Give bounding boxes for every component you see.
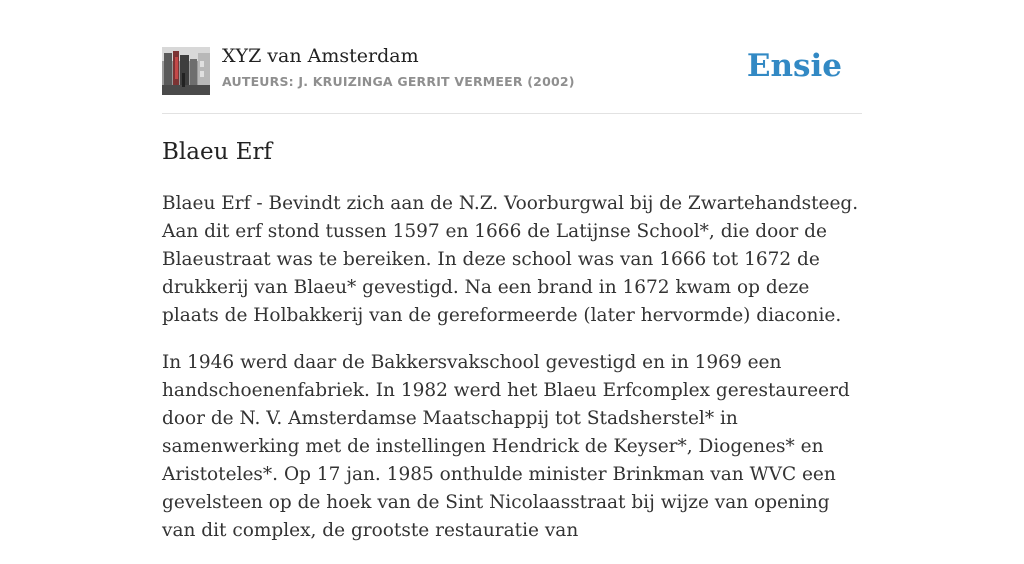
content-column — [162, 0, 862, 541]
entry-body — [162, 190, 866, 564]
source-authors: AUTEURS: J. KRUIZINGA GERRIT VERMEER (2002) — [222, 74, 575, 89]
entry-title: Blaeu Erf — [162, 139, 273, 165]
source-avatar[interactable] — [162, 47, 210, 95]
street-photo-icon — [162, 47, 210, 95]
entry-paragraph: In 1946 werd daar de Bakkersvakschool gevestigd en in 1969 een handschoenenfabriek. In 1982 werd het Blaeu Erfcomplex gerestaureerd door de N. V. Amsterdamse Maatschappij tot Stadsherstel* in samenwerking met de instellingen Hendrick de Keyser*, Diogenes* en Aristoteles*. Op 17 jan. 1985 onthulde minister Brinkman van WVC een gevelsteen op de hoek van de Sint Nicolaasstraat bij wijze van opening van dit complex, de grootste restauratie van — [162, 352, 850, 541]
ensie-logo[interactable]: Ensie — [746, 48, 842, 84]
source-title-link[interactable]: XYZ van Amsterdam — [222, 45, 419, 67]
source-header — [162, 0, 862, 114]
entry-paragraph: Blaeu Erf - Bevindt zich aan de N.Z. Voorburgwal bij de Zwartehandsteeg. Aan dit erf stond tussen 1597 en 1666 de Latijnse School*, die door de Blaeustraat was te bereiken. In deze school was van 1666 tot 1672 de drukkerij van Blaeu* gevestigd. Na een brand in 1672 kwam op deze plaats de Holbakkerij van de gereformeerde (later hervormde) diaconie. — [162, 193, 859, 326]
